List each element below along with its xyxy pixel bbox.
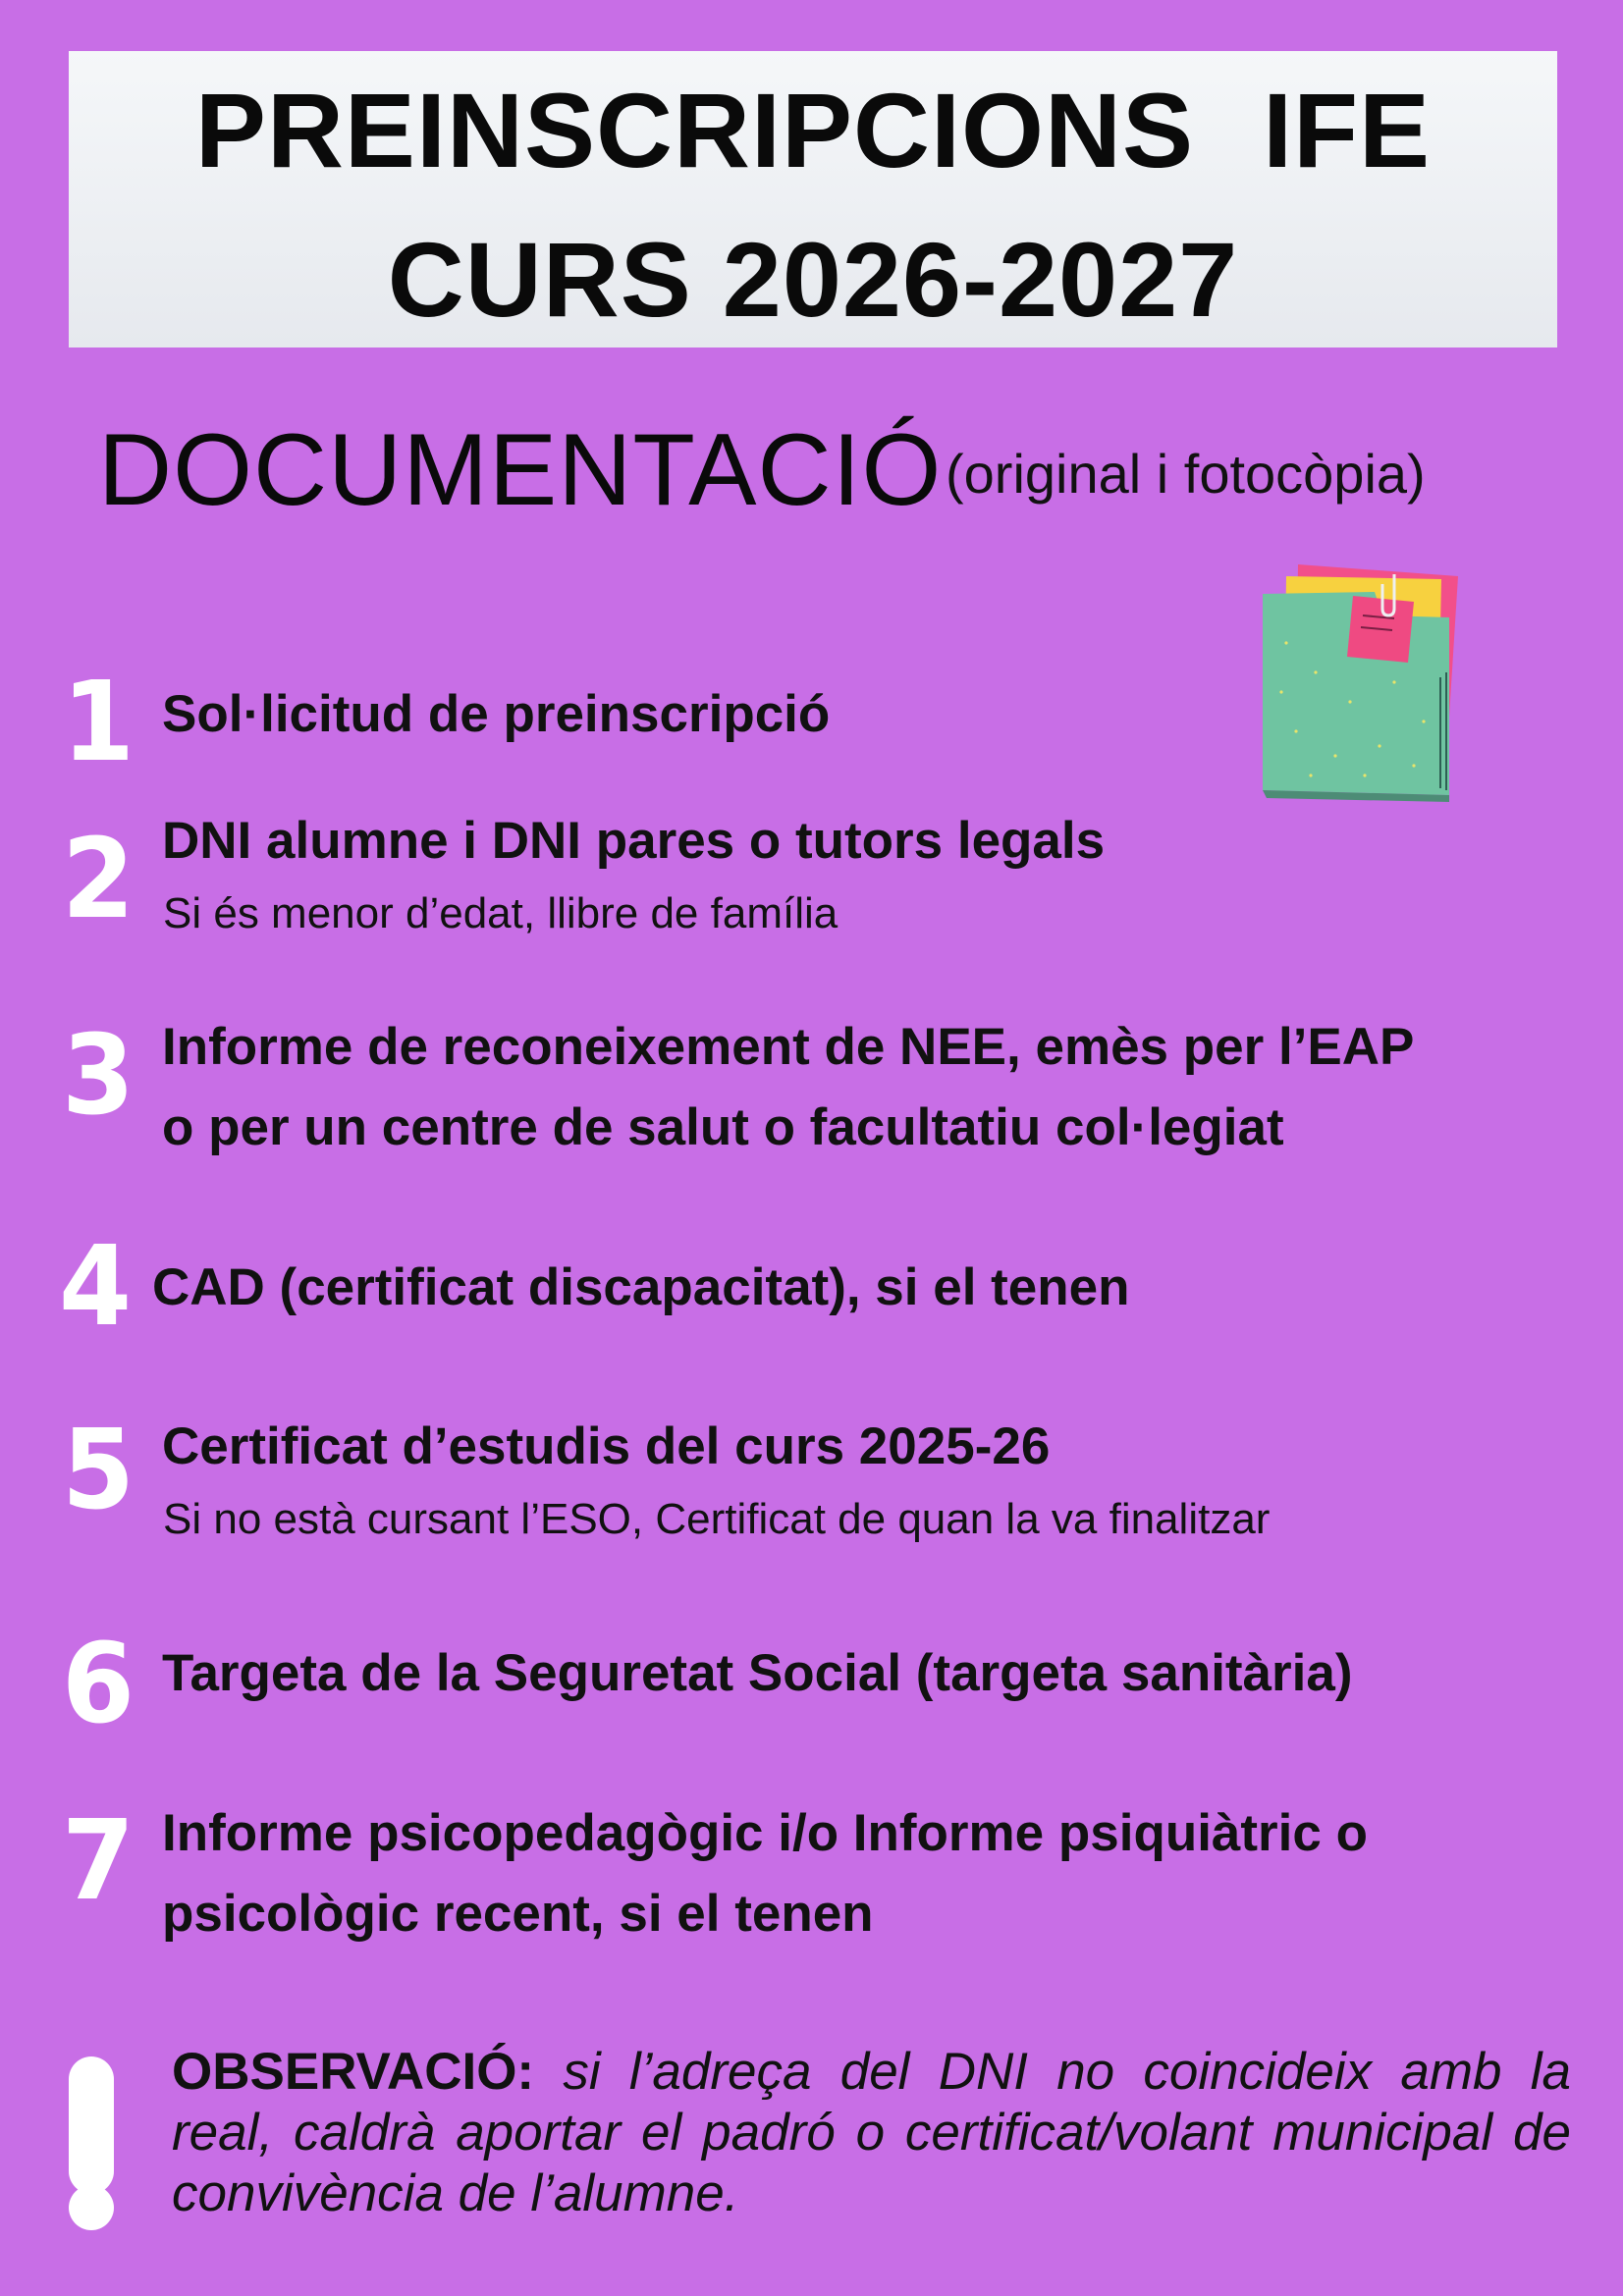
item-text-7-line2: psicològic recent, si el tenen: [162, 1885, 874, 1943]
exclamation-icon: [69, 2056, 114, 2194]
observation-text: si l’adreça del DNI no coincideix amb la real, caldrà aportar el padró o certificat/volant municipal de convivència de l’alumne.: [172, 2043, 1571, 2222]
item-text-6: Targeta de la Seguretat Social (targeta sanitària): [162, 1644, 1353, 1702]
item-text-3-line2: o per un centre de salut o facultatiu col·legiat: [162, 1098, 1284, 1156]
item-note-5: Si no està cursant l’ESO, Certificat de quan la va finalitzar: [163, 1495, 1271, 1543]
item-text-1: Sol·licitud de preinscripció: [162, 685, 831, 743]
item-number-7: 7: [61, 1797, 135, 1925]
header-title-line2: CURS 2026-2027: [387, 220, 1239, 339]
item-text-7-line1: Informe psicopedagògic i/o Informe psiquiàtric o: [162, 1804, 1368, 1862]
folder-icon: [1257, 555, 1463, 805]
observation-label: OBSERVACIÓ:: [172, 2043, 535, 2101]
item-number-4: 4: [58, 1223, 133, 1351]
documentation-subtitle: (original i fotocòpia): [946, 443, 1426, 505]
item-text-4: CAD (certificat discapacitat), si el tenen: [152, 1258, 1130, 1316]
item-number-3: 3: [61, 1012, 135, 1140]
header-title-right: IFE: [1263, 71, 1432, 189]
documentation-title: DOCUMENTACIÓ: [98, 413, 943, 527]
exclamation-dot: [69, 2185, 114, 2230]
header-title-line1: [69, 69, 1557, 191]
item-number-5: 5: [61, 1407, 135, 1534]
header-title-left: PREINSCRIPCIONS: [194, 71, 1195, 189]
item-number-2: 2: [61, 816, 135, 943]
item-note-2: Si és menor d’edat, llibre de família: [163, 889, 839, 937]
item-text-5: Certificat d’estudis del curs 2025-26: [162, 1417, 1051, 1475]
item-text-2: DNI alumne i DNI pares o tutors legals: [162, 812, 1106, 870]
item-text-3-line1: Informe de reconeixement de NEE, emès per l’EAP: [162, 1018, 1415, 1076]
item-number-1: 1: [61, 659, 135, 786]
observation: [172, 2042, 1571, 2224]
header-banner: [69, 51, 1557, 347]
item-number-6: 6: [61, 1621, 135, 1748]
